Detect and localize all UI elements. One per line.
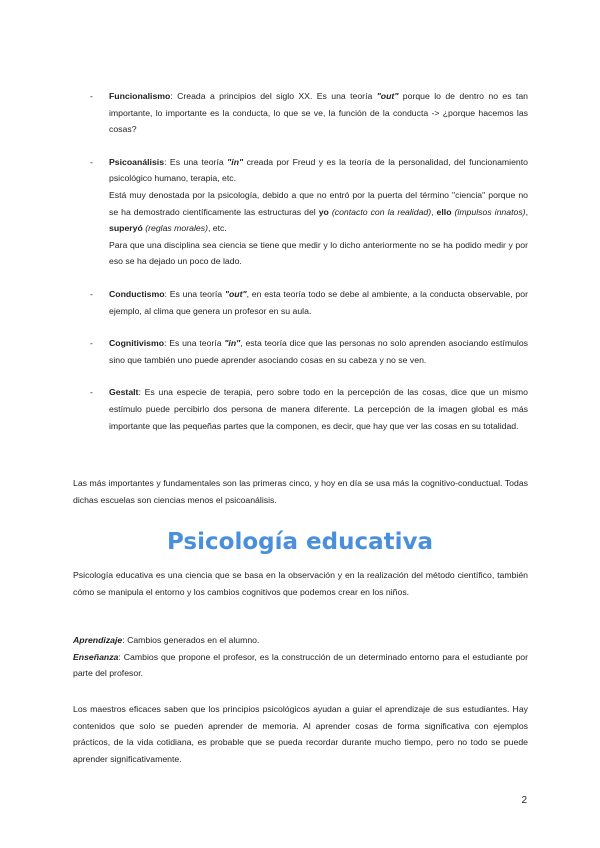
list-item-text [109, 154, 528, 187]
term-label: Conductismo [109, 288, 165, 299]
body-text: , esta teoría dice que las personas no solo aprenden asociando estímulos sino que también uno puede aprender asociando cosas en su cabeza y no se ven. [109, 338, 528, 365]
summary-paragraph: Las más importantes y fundamentales son las primeras cinco, y hoy en día se usa más la cognitivo-conductual. Todas dichas escuelas son ciencias menos el psicoanálisis. [73, 478, 528, 505]
body-text: : Es una teoría [164, 156, 228, 167]
list-item-text [109, 88, 528, 138]
section-heading: Psicología educativa [166, 529, 433, 555]
body-text: porque lo de dentro no es tan importante, lo importante es la conducta, lo que se ve, la función de la conducta -> ¿porque hacemos las cosas? [109, 91, 528, 135]
yo-note: (contacto con la realidad) [331, 206, 432, 217]
quote-label: "out" [376, 91, 399, 101]
page-number: 2 [521, 795, 527, 806]
list-item-funcionalismo [90, 88, 528, 138]
definitions [73, 632, 528, 682]
term-label: Psicoanálisis [109, 156, 165, 167]
term-label: Funcionalismo [109, 91, 171, 101]
superyo-note: (reglas morales) [145, 223, 208, 234]
superyo-term: superyó [109, 223, 143, 234]
quote-label: "in" [224, 338, 241, 349]
intro-paragraph: Psicología educativa es una ciencia que se basa en la observación y en la realización del método científico, también cómo se manipula el entorno y los cambios cognitivos que podemos crear en los niños. [73, 570, 528, 597]
term-label: Gestalt [109, 387, 139, 398]
body-text: : Es una teoría [164, 338, 225, 349]
body-text: Está muy denostada por la psicología, debido a que no entró por la puerta del término "ciencia" porque no se ha demostrado científicamente las estructuras del [109, 189, 528, 217]
definition-aprendizaje [73, 632, 528, 649]
definition-term: Enseñanza [73, 651, 119, 662]
definition-term: Aprendizaje [73, 635, 123, 645]
definition-ensenanza [73, 649, 528, 682]
list-item-paragraph: Está muy denostada por la psicología, debido a que no entró por la puerta del término "ciencia" porque no se ha demostrado científicamente las estructuras del yo (contacto con la realidad), ello (impulsos innatos), superyó (reglas morales), etc. [109, 189, 528, 234]
bullet-dash: - [90, 338, 93, 349]
list-item-psicoanalisis [90, 154, 528, 270]
body-text: : Creada a principios del siglo XX. Es una teoría [170, 91, 377, 101]
list-item-gestalt [90, 384, 528, 434]
list-item-text [109, 335, 528, 368]
list-item-cognitivismo [90, 335, 528, 368]
bullet-dash: - [90, 387, 93, 398]
bullet-dash: - [90, 288, 93, 299]
list-item-text [109, 384, 528, 434]
ello-term: ello [436, 206, 452, 217]
body-text: creada por Freud y es la teoría de la personalidad, del funcionamiento psicológico humano, terapia, etc. [109, 156, 528, 184]
body-text: , en esta teoría todo se debe al ambiente, a la conducta observable, por ejemplo, al clima que genera un profesor en su aula. [109, 288, 528, 316]
quote-label: "in" [227, 156, 244, 167]
yo-term: yo [318, 206, 329, 217]
body-text: : Es una teoría [164, 288, 225, 299]
body-text: : Es una especie de terapia, pero sobre todo en la percepción de las cosas, dice que un mismo estímulo puede percibirlo dos persona de manera diferente. La percepción de la imagen global es más importante que las pequeñas partes que la componen, es decir, que hay que ver las cosas en su totalidad. [109, 387, 528, 431]
definition-text: : Cambios generados en el alumno. [122, 635, 260, 645]
body-text: , etc. [207, 223, 227, 234]
definition-text: : Cambios que propone el profesor, es la construcción de un determinado entorno para el estudiante por parte del profesor. [73, 651, 528, 679]
bullet-dash: - [90, 91, 93, 101]
quote-label: "out" [224, 288, 247, 299]
list-item-paragraph: Para que una disciplina sea ciencia se tiene que medir y lo dicho anteriormente no se ha podido medir y por eso se ha dejado un poco de lado. [109, 239, 528, 267]
theory-list [90, 88, 528, 434]
ello-note: (impulsos innatos) [454, 206, 526, 217]
list-item-text [109, 286, 528, 319]
term-label: Cognitivismo [109, 338, 165, 349]
bullet-dash: - [90, 156, 93, 167]
closing-paragraph: Los maestros eficaces saben que los principios psicológicos ayudan a guiar el aprendizaje de sus estudiantes. Hay contenidos que solo se pueden aprender de memoria. Al aprender cosas de forma significativa con ejemplos prácticos, de la vida cotidiana, es probable que se pueda recordar durante mucho tiempo, pero no todo se puede aprender significativamente. [73, 704, 528, 764]
list-item-conductismo [90, 286, 528, 319]
